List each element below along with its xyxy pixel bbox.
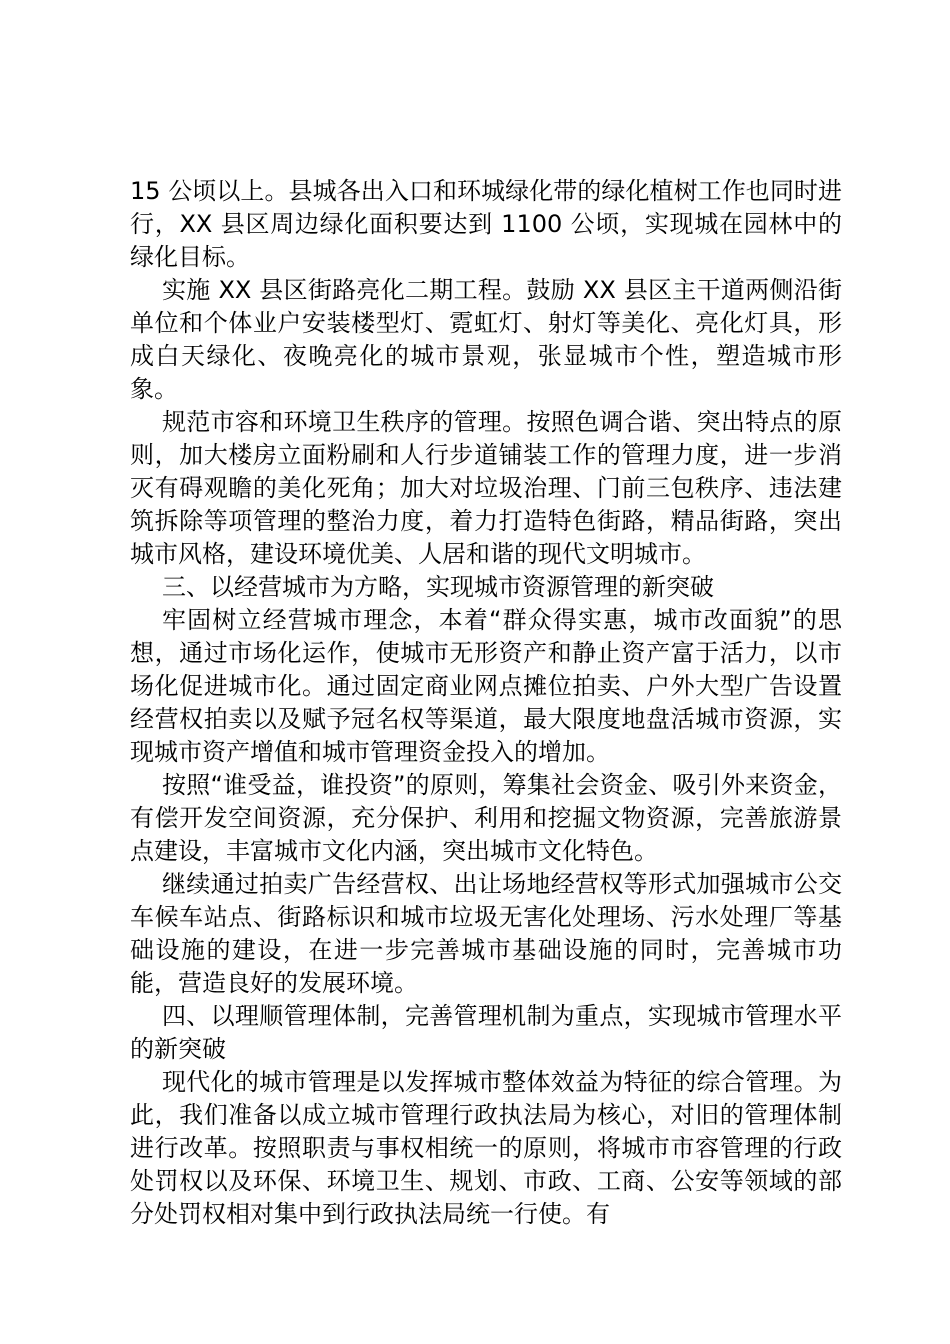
paragraph-1: 15 公顷以上。县城各出入口和环城绿化带的绿化植树工作也同时进行，XX 县区周边绿化面积要达到 1100 公顷，实现城在园林中的绿化目标。 <box>130 177 842 271</box>
paragraph-6: 按照“谁受益，谁投资”的原则，筹集社会资金、吸引外来资金，有偿开发空间资源，充分保护、利用和挖掘文物资源，完善旅游景点建设，丰富城市文化内涵，突出城市文化特色。 <box>130 771 842 865</box>
paragraph-5: 牢固树立经营城市理念，本着“群众得实惠，城市改面貌”的思想，通过市场化运作，使城市无形资产和静止资产富于活力，以市场化促进城市化。通过固定商业网点摊位拍卖、户外大型广告设置经营权拍卖以及赋予冠名权等渠道，最大限度地盘活城市资源，实现城市资产增值和城市管理资金投入的增加。 <box>130 606 842 766</box>
paragraph-2: 实施 XX 县区街路亮化二期工程。鼓励 XX 县区主干道两侧沿街单位和个体业户安装楼型灯、霓虹灯、射灯等美化、亮化灯具，形成白天绿化、夜晚亮化的城市景观，张显城市个性，塑造城市形象。 <box>130 276 842 403</box>
section-heading-3: 三、以经营城市为方略，实现城市资源管理的新突破 <box>162 573 714 601</box>
document-body <box>130 175 842 1231</box>
paragraph-3: 规范市容和环境卫生秩序的管理。按照色调合谐、突出特点的原则，加大楼房立面粉刷和人行步道铺装工作的管理力度，进一步消灭有碍观瞻的美化死角；加大对垃圾治理、门前三包秩序、违法建筑拆除等项管理的整治力度，着力打造特色街路，精品街路，突出城市风格，建设环境优美、人居和谐的现代文明城市。 <box>130 408 842 568</box>
section-heading-4: 四、以理顺管理体制，完善管理机制为重点，实现城市管理水平的新突破 <box>130 1002 842 1063</box>
paragraph-7: 继续通过拍卖广告经营权、出让场地经营权等形式加强城市公交车候车站点、街路标识和城市垃圾无害化处理场、污水处理厂等基础设施的建设，在进一步完善城市基础设施的同时，完善城市功能，营造良好的发展环境。 <box>130 870 842 997</box>
paragraph-9: 现代化的城市管理是以发挥城市整体效益为特征的综合管理。为此，我们准备以成立城市管理行政执法局为核心，对旧的管理体制进行改革。按照职责与事权相统一的原则，将城市市容管理的行政处罚权以及环保、环境卫生、规划、市政、工商、公安等领域的部分处罚权相对集中到行政执法局统一行使。有 <box>130 1068 842 1228</box>
